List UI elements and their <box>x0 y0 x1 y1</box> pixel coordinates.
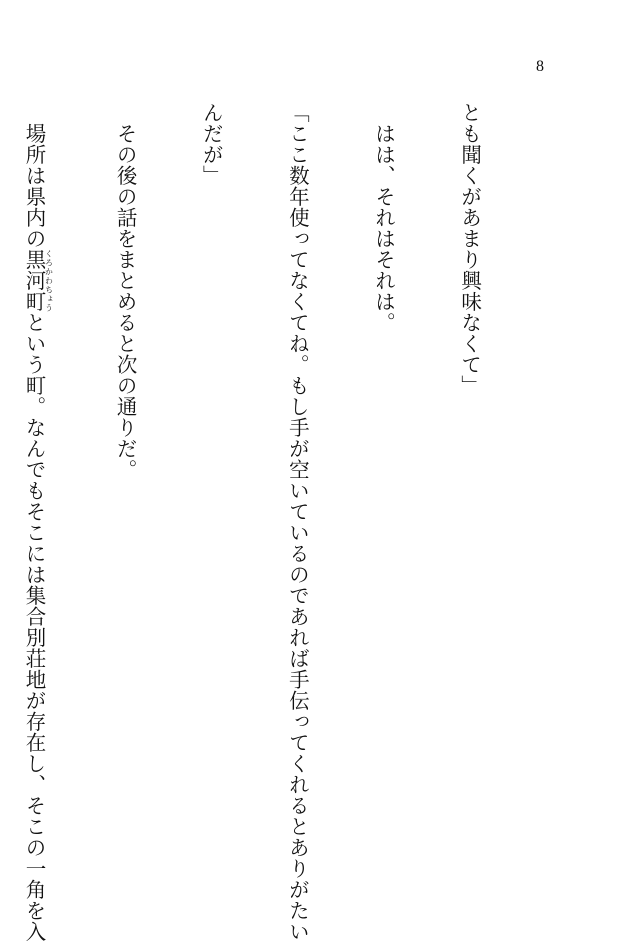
text-line: んだが」 <box>199 102 224 186</box>
text-fragment: 場所は県内の <box>22 102 47 249</box>
page-number: 8 <box>536 58 544 75</box>
text-line: とも聞くがあまり興味なくて」 <box>457 102 482 396</box>
ruby-base: 黒河町 <box>22 249 47 312</box>
vertical-text-block <box>22 102 541 942</box>
text-fragment: という町。なんでもそこには集合別荘地が存在し、そこの一角を入 <box>22 312 47 942</box>
text-line: その後の話をまとめると次の通りだ。 <box>113 102 138 480</box>
text-line: はは、それはそれは。 <box>371 102 396 333</box>
text-line: 「ここ数年使ってなくてね。もし手が空いているのであれば手伝ってくれるとありがたい <box>285 102 310 942</box>
ruby-reading: くろかわちょう <box>44 249 54 312</box>
ruby-kurokawa <box>22 249 54 312</box>
text-line-with-ruby <box>19 102 54 942</box>
